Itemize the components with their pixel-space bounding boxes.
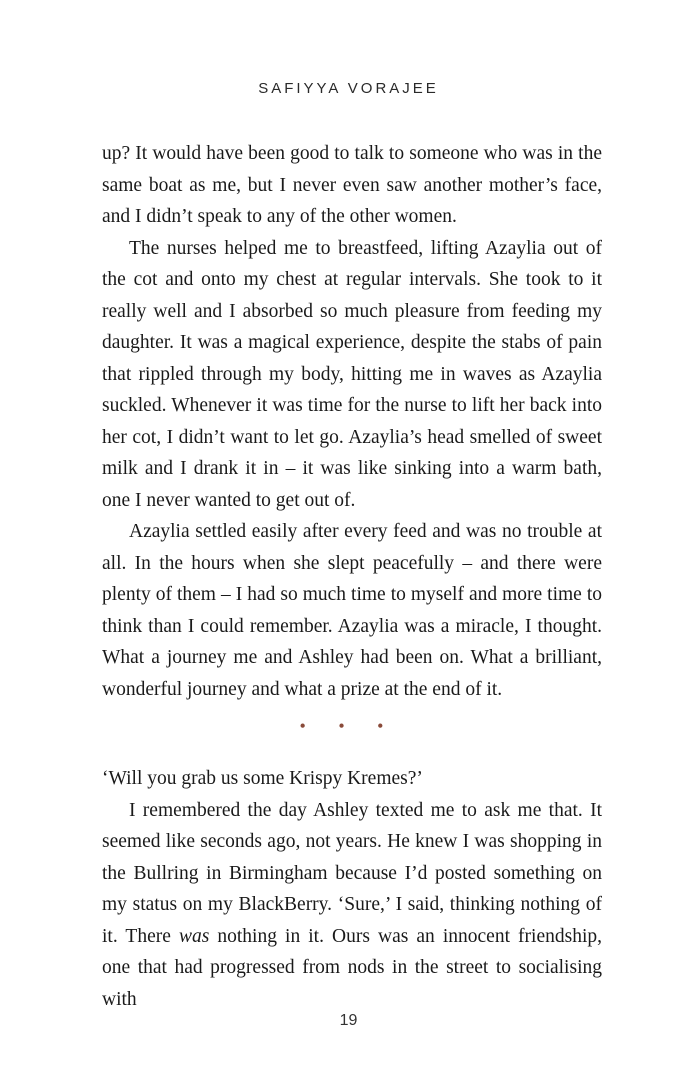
paragraph-text-start: I remembered the day Ashley texted me to ask me that. It seemed like seconds ago, not years. He knew I was shopping in the Bullring in Birmingham because I’d posted something on my status on my BlackBerry. ‘Sure,’ I said, thinking nothing of it. There <box>102 799 602 947</box>
paragraph-text-end: nothing in it. Ours was an innocent friendship, one that had progressed from nods in the street to socialising with <box>102 925 602 1010</box>
page-number: 19 <box>339 1012 358 1029</box>
section-break-ornament: • • • <box>299 716 398 736</box>
body-text-lower <box>102 763 602 1015</box>
paragraph-breastfeeding: The nurses helped me to breastfeed, lifting Azaylia out of the cot and onto my chest at regular intervals. She took to it really well and I absorbed so much pleasure from feeding my daughter. It was a magical experience, despite the stabs of pain that rippled through my body, hitting me in waves as Azaylia suckled. Whenever it was time for the nurse to lift her back into her cot, I didn’t want to let go. Azaylia’s head smelled of sweet milk and I drank it in – it was like sinking into a warm bath, one I never wanted to get out of. <box>102 237 602 511</box>
emphasized-word: was <box>178 925 210 947</box>
paragraph-remembered <box>102 795 602 1016</box>
paragraph-azaylia-settled: Azaylia settled easily after every feed and was no trouble at all. In the hours when she slept peacefully – and there were plenty of them – I had so much time to myself and more time to think than I could remember. Azaylia was a miracle, I thought. What a journey me and Ashley had been on. What a brilliant, wonderful journey and what a prize at the end of it. <box>102 521 602 700</box>
running-head: SAFIYYA VORAJEE <box>258 80 439 97</box>
paragraph-continued: up? It would have been good to talk to someone who was in the same boat as me, but I never even saw another mother’s face, and I didn’t speak to any of the other women. <box>102 143 602 227</box>
paragraph-dialogue: ‘Will you grab us some Krispy Kremes?’ <box>102 768 423 789</box>
body-text-upper <box>102 138 602 705</box>
